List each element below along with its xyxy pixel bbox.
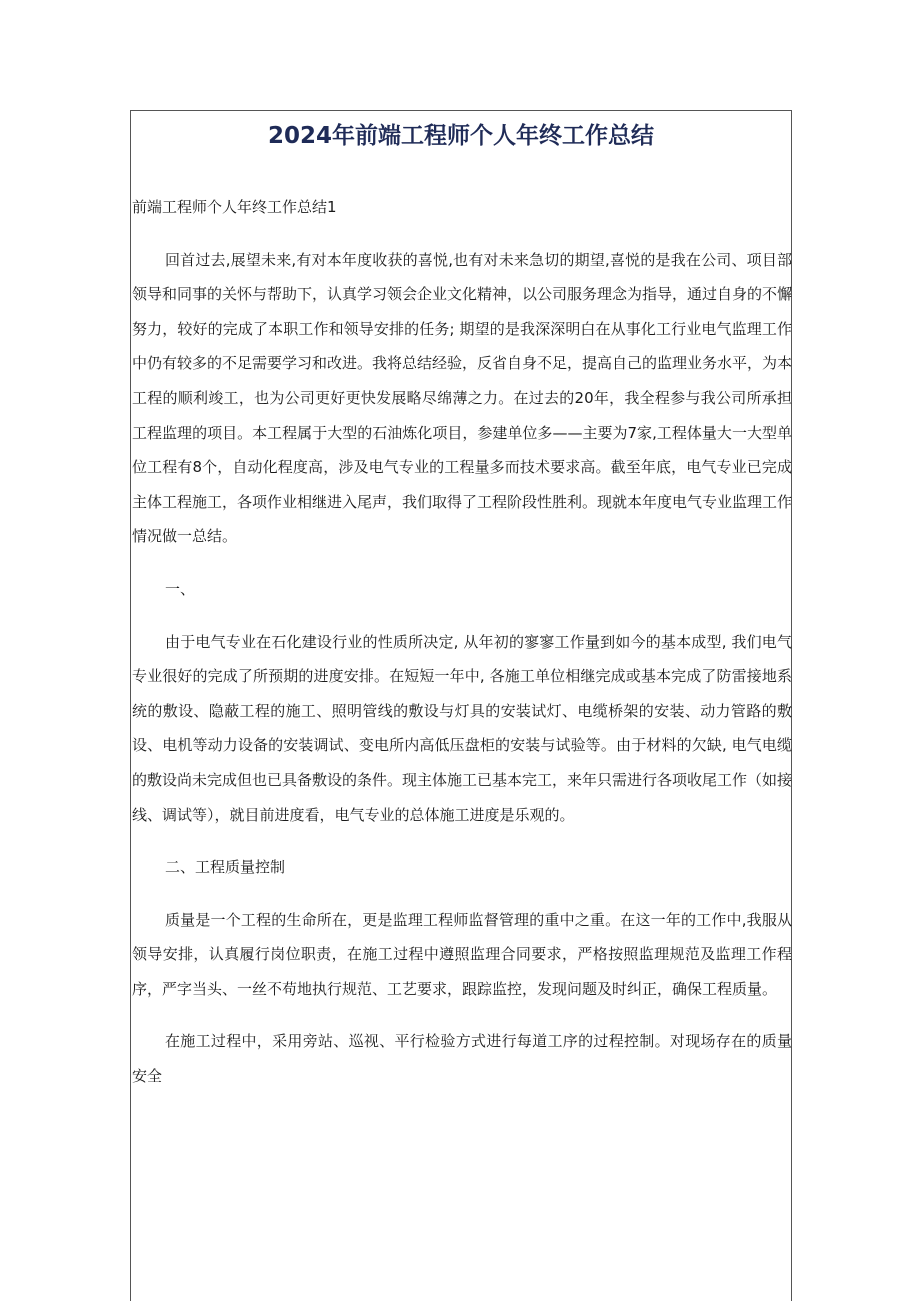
heading-one: 一、 xyxy=(165,579,196,598)
document-body xyxy=(132,190,792,1112)
section-title: 前端工程师个人年终工作总结1 xyxy=(132,198,337,216)
document-title: 2024年前端工程师个人年终工作总结 xyxy=(267,123,654,149)
paragraph-4: 在施工过程中，采用旁站、巡视、平行检验方式进行每道工序的过程控制。对现场存在的质量安全 xyxy=(132,1032,792,1086)
paragraph-1: 回首过去,展望未来,有对本年度收获的喜悦,也有对未来急切的期望,喜悦的是我在公司、项目部领导和同事的关怀与帮助下，认真学习领会企业文化精神，以公司服务理念为指导，通过自身的不懈努力，较好的完成了本职工作和领导安排的任务; 期望的是我深深明白在从事化工行业电气监理工作中仍有较多的不足需要学习和改进。我将总结经验，反省自身不足，提高自己的监理业务水平，为本工程的顺利竣工，也为公司更好更快发展略尽绵薄之力。在过去的20年，我全程参与我公司所承担工程监理的项目。本工程属于大型的石油炼化项目，参建单位多——主要为7家,工程体量大一大型单位工程有8个，自动化程度高，涉及电气专业的工程量多而技术要求高。截至年底，电气专业已完成主体工程施工，各项作业相继进入尾声，我们取得了工程阶段性胜利。现就本年度电气专业监理工作情况做一总结。 xyxy=(132,250,793,546)
paragraph-3: 质量是一个工程的生命所在，更是监理工程师监督管理的重中之重。在这一年的工作中,我服从领导安排，认真履行岗位职责，在施工过程中遵照监理合同要求，严格按照监理规范及监理工作程序，严字当头、一丝不苟地执行规范、工艺要求，跟踪监控，发现问题及时纠正，确保工程质量。 xyxy=(132,910,792,998)
paragraph-2: 由于电气专业在石化建设行业的性质所决定, 从年初的寥寥工作量到如今的基本成型, 我们电气专业很好的完成了所预期的进度安排。在短短一年中, 各施工单位相继完成或基本完成了防雷接地系统的敷设、隐蔽工程的施工、照明管线的敷设与灯具的安装试灯、电缆桥架的安装、动力管路的敷设、电机等动力设备的安装调试、变电所内高低压盘柜的安装与试验等。由于材料的欠缺, 电气电缆的敷设尚未完成但也已具备敷设的条件。现主体施工已基本完工，来年只需进行各项收尾工作（如接线、调试等），就目前进度看，电气专业的总体施工进度是乐观的。 xyxy=(132,632,793,824)
heading-quality-control: 二、工程质量控制 xyxy=(165,858,286,877)
